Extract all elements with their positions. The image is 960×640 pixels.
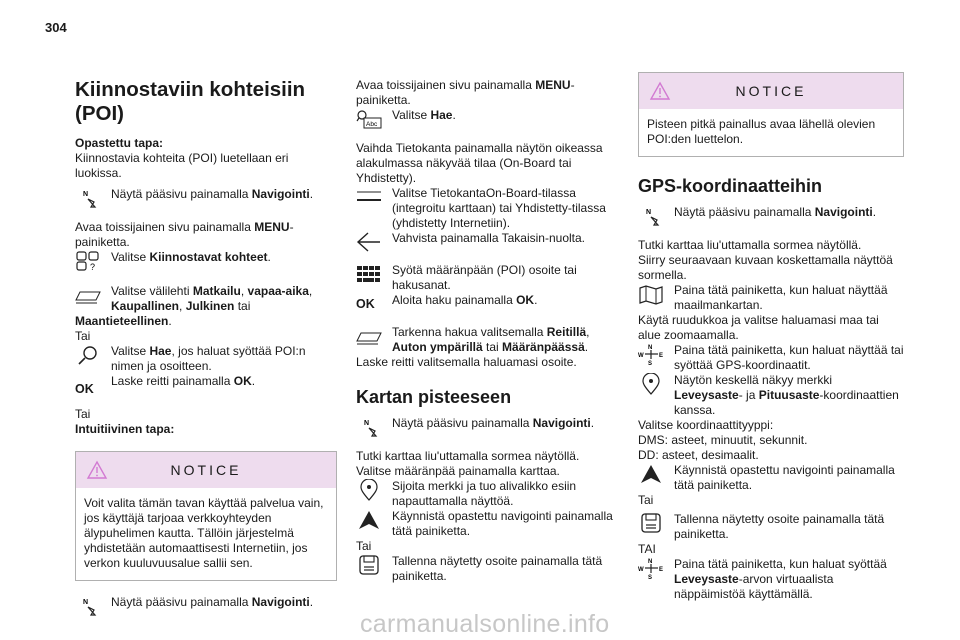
notice-box <box>638 72 904 157</box>
svg-text:E: E <box>659 567 664 573</box>
warning-icon <box>649 81 671 101</box>
left-column: Kiinnostaviin kohteisiin (POI) Opastettu tapa: Kiinnostavia kohteita (POI) luetellaan eri luokissa. N Näytä pääsivu painamalla Navigointi. Avaa toissijainen sivu painamalla MENU-painiketta. ? Valitse Kiinnostavat kohteet. Valitse välilehti Matkailu, vapaa-aika, Kaupallinen, Julkinen tai Maantieteellinen. Tai Valitse Hae, jos haluat syöttää POI:n nimen ja osoitteen. OK Laske reitti painamalla OK. Tai Intuitiivinen tapa: NOTICE Voit valita tämän tavan käyttää palvelua vain, jos käyttäjä tarjoaa verkkoyhteyden älypuhelimen kautta. Tällöin järjestelmä yhdistetään automaattisesti Internetiin, jos verkon kuuluvuusalue sallii sen. N Näytä pääsivu painamalla Navigointi. <box>75 78 337 615</box>
nav-step: N Näytä pääsivu painamalla Navigointi. <box>356 416 621 436</box>
ok-step: OK Laske reitti painamalla OK. <box>75 374 337 394</box>
save-icon <box>638 512 664 534</box>
svg-text:W: W <box>638 353 644 359</box>
back-arrow-icon <box>356 231 382 253</box>
notice-title: NOTICE <box>170 461 242 478</box>
keyboard-entry-step: N S W E Paina tätä painiketta, kun haluat syöttää Leveysaste-arvon virtuaalista näppäimistöä käyttämällä. <box>638 557 887 601</box>
svg-text:?: ? <box>90 262 96 272</box>
svg-text:N: N <box>83 191 89 198</box>
navigation-triangle-icon <box>356 509 382 531</box>
page-number: 304 <box>45 20 67 35</box>
svg-text:N: N <box>646 209 652 216</box>
right-column: NOTICE Pisteen pitkä painallus avaa lähellä olevien POI:den luettelon. GPS-koordinaatteihin N Näytä pääsivu painamalla Navigointi. Tutki karttaa liu'uttamalla sormea näytöllä. Siirry seuraavaan kuvaan koskettamalla näyttöä sormella. Paina tätä painiketta, kun haluat näyttää maailmankartan. Käytä ruudukkoa ja valitse haluamasi maa tai alue zoomaamalla. N S W E Paina tätä painiketta, kun haluat näyttää tai syöttää GPS-koordinaatit. Näytön keskellä näkyy merkki Leveysaste- ja Pituusaste-koordinaattien kanssa. Valitse koordinaattityyppi: DMS: asteet, minuutit, sekunnit. DD: asteet, desimaalit. Käynnistä opastettu navigointi painamalla tätä painiketta. Tai Tallenna näytetty osoite painamalla tätä painiketta. TAI N S W E Paina tätä painiketta, kun haluat syöttää Leveysaste-arvon virtuaalista näppäimistöä käyttämällä. <box>638 72 904 602</box>
gps-title: GPS-koordinaatteihin <box>638 176 823 196</box>
tab-icon <box>356 325 382 347</box>
notice-text: Voit valita tämän tavan käyttää palvelua vain, jos käyttäjä tarjoaa verkkoyhteyden älypuhelimen kautta. Tällöin järjestelmä yhdistetään automaattisesti Internetiin, jos verkon kuuluvuusalue sallii sen. <box>84 496 324 570</box>
guided-intro: Kiinnostavia kohteita (POI) luetellaan eri luokissa. <box>75 151 289 180</box>
navigation-triangle-icon <box>638 463 664 485</box>
warning-icon <box>86 460 108 480</box>
notice-title: NOTICE <box>735 82 807 99</box>
database-step: Valitse TietokantaOn-Board-tilassa (integroitu karttaan) tai Yhdistetty-tilassa (yhdistetty Internetiin). <box>356 186 621 231</box>
filter-step: Tarkenna hakua valitsemalla Reitillä, Auton ympärillä tai Määränpäässä. <box>356 325 621 355</box>
guided-label: Opastettu tapa: <box>75 136 164 150</box>
poi-title: Kiinnostaviin kohteisiin (POI) <box>75 78 306 125</box>
keyboard-step: Syötä määränpään (POI) osoite tai hakusanat. <box>356 263 621 293</box>
pin-step: Sijoita merkki ja tuo alivalikko esiin napauttamalla näyttöä. <box>356 479 621 509</box>
svg-text:Abc: Abc <box>366 121 378 128</box>
compass-icon <box>638 343 664 365</box>
search-icon <box>75 344 101 366</box>
footer-watermark: carmanualsonline.info <box>360 610 610 638</box>
tab-step: Valitse välilehti Matkailu, vapaa-aika, Kaupallinen, Julkinen tai <box>75 284 337 314</box>
nav-step-2: N Näytä pääsivu painamalla Navigointi. <box>75 595 337 615</box>
poi-category-icon <box>75 250 101 272</box>
navigation-arrow-icon <box>356 416 382 438</box>
ok-step: OK Aloita haku painamalla OK. <box>356 293 621 313</box>
middle-column: Avaa toissijainen sivu painamalla MENU-painiketta. Abc Valitse Hae. Vaihda Tietokanta painamalla näytön oikeassa alakulmassa näkyvää tilaa (On-Board tai Yhdistetty). Valitse TietokantaOn-Board-tilassa (integroitu karttaan) tai Yhdistetty-tilassa (yhdistetty Internetiin). Vahvista painamalla Takaisin-nuolta. Syötä määränpään (POI) osoite tai hakusanat. OK Aloita haku painamalla OK. Tarkenna hakua valitsemalla Reitillä, Auton ympärillä tai Määränpäässä. Laske reitti valitsemalla haluamasi osoite. Kartan pisteeseen N Näytä pääsivu painamalla Navigointi. Tutki karttaa liu'uttamalla sormea näytöllä. Valitse määränpää painamalla karttaa. Sijoita merkki ja tuo alivalikko esiin napauttamalla näyttöä. Käynnistä opastettu navigointi painamalla tätä painiketta. Tai Tallenna näytetty osoite painamalla tätä painiketta. <box>356 78 621 584</box>
notice-box <box>75 451 337 581</box>
svg-text:N: N <box>83 599 89 606</box>
select-poi-step: ? Valitse Kiinnostavat kohteet. <box>75 250 337 270</box>
svg-text:S: S <box>648 575 653 579</box>
search-keyboard-icon <box>356 108 382 130</box>
save-icon <box>356 554 382 576</box>
svg-text:W: W <box>638 567 644 573</box>
pin-step: Näytön keskellä näkyy merkki Leveysaste- ja Pituusaste-koordinaattien kanssa. <box>638 373 904 418</box>
search-step: Valitse Hae, jos haluat syöttää POI:n nimen ja osoitteen. <box>75 344 337 374</box>
world-map-icon <box>638 283 664 305</box>
map-pin-icon <box>356 479 382 501</box>
start-nav-step: Käynnistä opastettu navigointi painamalla tätä painiketta. <box>356 509 621 539</box>
svg-text:N: N <box>648 345 653 351</box>
world-map-step: Paina tätä painiketta, kun haluat näyttää maailmankartan. <box>638 283 904 313</box>
save-step: Tallenna näytetty osoite painamalla tätä painiketta. <box>638 512 904 542</box>
ok-icon: OK <box>75 382 94 396</box>
compass-icon <box>638 557 664 579</box>
start-nav-step: Käynnistä opastettu navigointi painamalla tätä painiketta. <box>638 463 904 493</box>
back-step: Vahvista painamalla Takaisin-nuolta. <box>356 231 621 251</box>
svg-text:S: S <box>648 361 653 365</box>
intuitive-label: Intuitiivinen tapa: <box>75 422 175 436</box>
svg-text:N: N <box>364 420 370 427</box>
navigation-arrow-icon <box>638 205 664 227</box>
map-pin-icon <box>638 373 664 395</box>
map-title: Kartan pisteeseen <box>356 387 512 407</box>
tab-icon <box>75 284 101 306</box>
database-bar-icon <box>356 186 382 208</box>
svg-text:N: N <box>648 559 653 565</box>
nav-step: N Näytä pääsivu painamalla Navigointi. <box>75 187 337 207</box>
svg-text:E: E <box>659 353 664 359</box>
gps-step: N S W E Paina tätä painiketta, kun haluat näyttää tai syöttää GPS-koordinaatit. <box>638 343 904 372</box>
keyboard-icon <box>356 263 382 285</box>
save-step: Tallenna näytetty osoite painamalla tätä painiketta. <box>356 554 621 584</box>
navigation-arrow-icon <box>75 595 101 617</box>
notice-text: Pisteen pitkä painallus avaa lähellä olevien POI:den luettelon. <box>647 117 876 146</box>
search-abc-step: Abc Valitse Hae. <box>356 108 621 128</box>
navigation-arrow-icon <box>75 187 101 209</box>
nav-step: N Näytä pääsivu painamalla Navigointi. <box>638 205 904 225</box>
or-text: Tai <box>75 329 91 343</box>
ok-icon: OK <box>356 297 375 311</box>
